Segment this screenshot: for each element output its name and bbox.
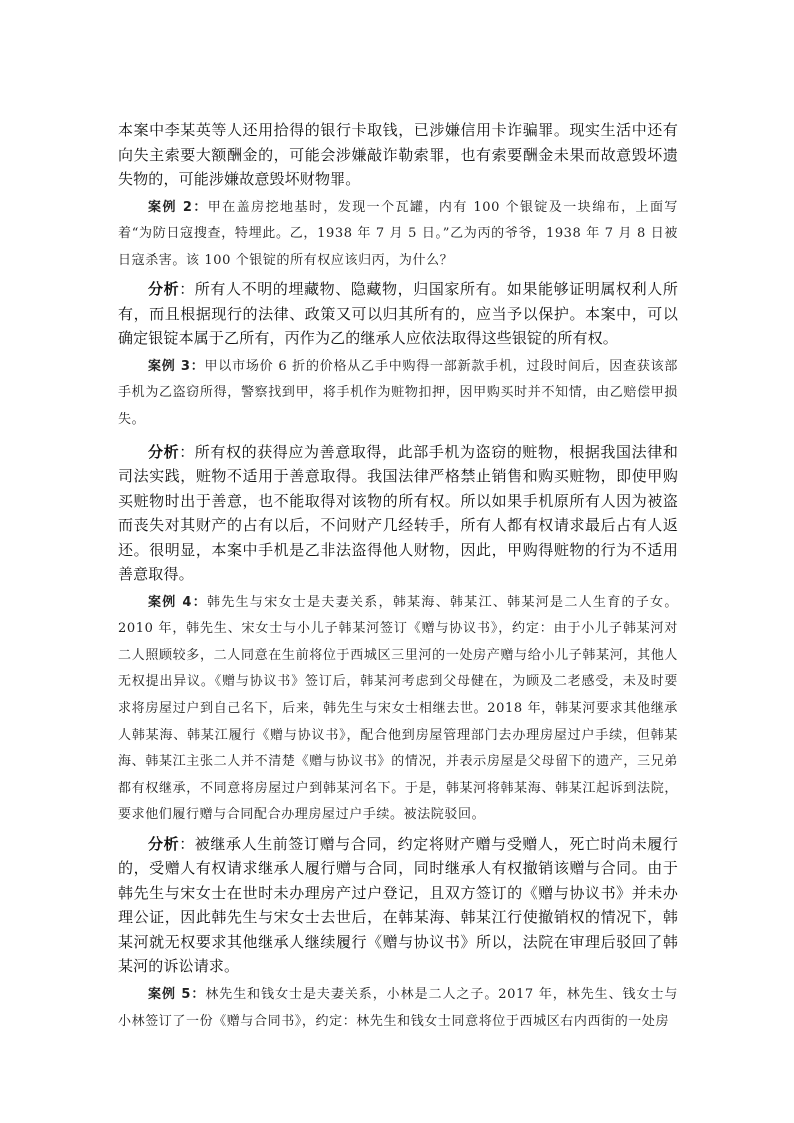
case-2-text: 甲在盖房挖地基时，发现一个瓦罐，内有 100 个银锭及一块绵布，上面写着“为防日寇搜查，特埋此。乙，1938 年 7 月 5 日。”乙为丙的爷爷，1938 年 7 月 8 日被日寇杀害。该 100 个银锭的所有权应该归丙，为什么？ — [118, 199, 679, 268]
paragraph-text: 本案中李某英等人还用拾得的银行卡取钱，已涉嫌信用卡诈骗罪。现实生活中还有向失主索要大额酬金的，可能会涉嫌敲诈勒索罪，也有索要酬金未果而故意毁坏遗失物的，可能涉嫌故意毁坏财物罪。 — [118, 121, 678, 188]
case-4-text: 韩先生与宋女士是夫妻关系，韩某海、韩某江、韩某河是二人生育的子女。2010 年，韩先生、宋女士与小儿子韩某河签订《赠与协议书》，约定：由于小儿子韩某河对二人照顾较多，二人同意在生前将位于西城区三里河的一处房产赠与给小儿子韩某河，其他人无权提出异议。《赠与协议书》签订后，韩某河考虑到父母健在，为顾及二老感受，未及时要求将房屋过户到自己名下，后来，韩先生与宋女士相继去世。2018 年，韩某河要求其他继承人韩某海、韩某江履行《赠与协议书》，配合他到房屋管理部门去办理房屋过户手续，但韩某海、韩某江主张二人并不清楚《赠与协议书》的情况，并表示房屋是父母留下的遗产，三兄弟都有权继承，不同意将房屋过户到韩某河名下。于是，韩某河将韩某海、韩某江起诉到法院，要求他们履行赠与合同配合办理房屋过户手续。被法院驳回。 — [118, 594, 678, 823]
case-3-text: 甲以市场价 6 折的价格从乙手中购得一部新款手机，过段时间后，因查获该部手机为乙盗窃所得，警察找到甲，将手机作为赃物扣押，因甲购买时并不知情，由乙赔偿甲损失。 — [118, 358, 678, 427]
analysis-2 — [118, 277, 678, 351]
case-5-label: 案例 5： — [148, 986, 206, 1002]
paragraph-continuation — [118, 118, 678, 192]
analysis-4-label: 分析 — [148, 834, 180, 853]
case-4-label: 案例 4： — [148, 594, 208, 610]
case-2 — [118, 195, 678, 275]
analysis-3-label: 分析 — [148, 442, 180, 461]
case-4 — [118, 590, 678, 829]
case-3 — [118, 354, 678, 434]
analysis-4 — [118, 832, 678, 979]
analysis-3-text: ：所有权的获得应为善意取得，此部手机为盗窃的赃物，根据我国法律和司法实践，赃物不适用于善意取得。我国法律严格禁止销售和购买赃物，即使甲购买赃物时出于善意，也不能取得对该物的所有权。所以如果手机原所有人因为被盗而丧失对其财产的占有以后，不问财产几经转手，所有人都有权请求最后占有人返还。很明显，本案中手机是乙非法盗得他人财物，因此，甲购得赃物的行为不适用善意取得。 — [118, 442, 678, 584]
case-2-label: 案例 2： — [148, 199, 208, 215]
case-5-text: 林先生和钱女士是夫妻关系，小林是二人之子。2017 年，林先生、钱女士与小林签订了一份《赠与合同书》，约定：林先生和钱女士同意将位于西城区右内西街的一处房 — [118, 986, 678, 1029]
analysis-4-text: ：被继承人生前签订赠与合同，约定将财产赠与受赠人，死亡时尚未履行的，受赠人有权请求继承人履行赠与合同，同时继承人有权撤销该赠与合同。由于韩先生与宋女士在世时未办理房产过户登记，且双方签订的《赠与协议书》并未办理公证，因此韩先生与宋女士去世后，在韩某海、韩某江行使撤销权的情况下，韩某河就无权要求其他继承人继续履行《赠与协议书》所以，法院在审理后驳回了韩某河的诉讼请求。 — [118, 834, 678, 976]
analysis-2-label: 分析 — [148, 280, 180, 299]
case-5 — [118, 982, 678, 1035]
case-3-label: 案例 3： — [148, 358, 205, 374]
analysis-3 — [118, 440, 678, 587]
analysis-2-text: ：所有人不明的埋藏物、隐藏物，归国家所有。如果能够证明属权利人所有，而且根据现行的法律、政策又可以归其所有的，应当予以保护。本案中，可以确定银锭本属于乙所有，丙作为乙的继承人应依法取得这些银锭的所有权。 — [118, 280, 678, 348]
document-page — [118, 118, 678, 1035]
